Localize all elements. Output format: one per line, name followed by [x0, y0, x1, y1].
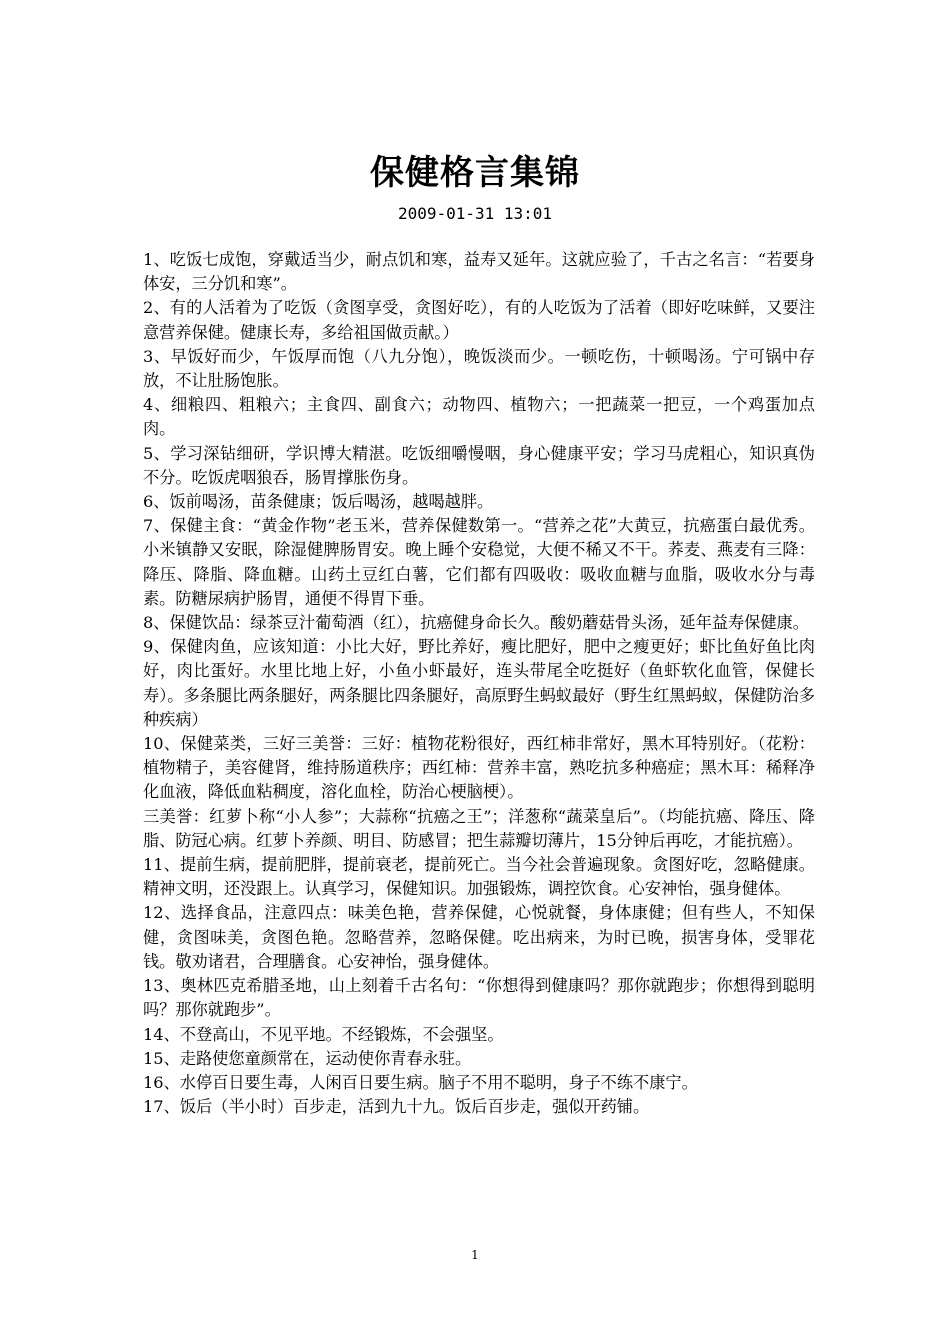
paragraph: 15、走路使您童颜常在，运动使你青春永驻。 — [143, 1048, 472, 1068]
paragraph: 8、保健饮品：绿茶豆汁葡萄酒（红），抗癌健身命长久。酸奶蘑菇骨头汤，延年益寿保健康。 — [143, 613, 809, 633]
paragraph: 7、保健主食：“黄金作物”老玉米，营养保健数第一。“营养之花”大黄豆，抗癌蛋白最优秀。小米镇静又安眠，除湿健脾肠胃安。晚上睡个安稳觉，大便不稀又不干。荞麦、燕麦有三降：降压、降脂、降血糖。山药土豆红白薯，它们都有四吸收：吸收血糖与血脂，吸收水分与毒素。防糖尿病护肠胃，通便不得胃下垂。 — [143, 516, 815, 608]
paragraph: 14、不登高山，不见平地。不经锻炼，不会强坚。 — [143, 1024, 504, 1044]
paragraph: 1、吃饭七成饱，穿戴适当少，耐点饥和寒，益寿又延年。这就应验了，千古之名言：“若要身体安，三分饥和寒”。 — [143, 250, 815, 294]
paragraph: 4、细粮四、粗粮六；主食四、副食六；动物四、植物六；一把蔬菜一把豆，一个鸡蛋加点肉。 — [143, 395, 815, 439]
paragraph: 13、奥林匹克希腊圣地，山上刻着千古名句：“你想得到健康吗？那你就跑步；你想得到聪明吗？那你就跑步”。 — [143, 976, 815, 1020]
paragraph: 2、有的人活着为了吃饭（贪图享受，贪图好吃），有的人吃饭为了活着（即好吃味鲜，又要注意营养保健。健康长寿，多给祖国做贡献。） — [143, 298, 815, 342]
paragraph: 10、保健菜类，三好三美誉：三好：植物花粉很好，西红柿非常好，黑木耳特别好。（花粉：植物精子，美容健肾，维持肠道秩序；西红柿：营养丰富，熟吃抗多种癌症；黑木耳：稀释净化血液，降低血粘稠度，溶化血栓，防治心梗脑梗）。 — [143, 734, 815, 802]
page-number: 1 — [471, 1248, 479, 1262]
paragraph: 16、水停百日要生毒，人闲百日要生病。脑子不用不聪明，身子不练不康宁。 — [143, 1072, 698, 1092]
paragraph: 5、学习深钻细研，学识博大精湛。吃饭细嚼慢咽，身心健康平安；学习马虎粗心，知识真伪不分。吃饭虎咽狼吞，肠胃撑胀伤身。 — [143, 443, 815, 487]
paragraph: 3、早饭好而少，午饭厚而饱（八九分饱），晚饭淡而少。一顿吃伤，十顿喝汤。宁可锅中存放，不让肚肠饱胀。 — [143, 346, 815, 391]
document-date: 2009-01-31 13:01 — [397, 204, 553, 223]
paragraph: 11、提前生病，提前肥胖，提前衰老，提前死亡。当今社会普遍现象。贪图好吃，忽略健康。精神文明，还没跟上。认真学习，保健知识。加强锻炼，调控饮食。心安神怡，强身健体。 — [143, 855, 815, 899]
paragraph: 17、饭后（半小时）百步走，活到九十九。饭后百步走，强似开药铺。 — [143, 1097, 650, 1117]
paragraph: 9、保健肉鱼，应该知道：小比大好，野比养好，瘦比肥好，肥中之瘦更好；虾比鱼好鱼比肉好，肉比蛋好。水里比地上好，小鱼小虾最好，连头带尾全吃挺好（鱼虾软化血管，保健长寿）。多条腿比两条腿好，两条腿比四条腿好，高原野生蚂蚁最好（野生红黑蚂蚁，保健防治多种疾病） — [143, 637, 815, 729]
paragraph: 三美誉：红萝卜称“小人参”；大蒜称“抗癌之王”；洋葱称“蔬菜皇后”。（均能抗癌、降压、降脂、防冠心病。红萝卜养颜、明目、防感冒；把生蒜瓣切薄片，15分钟后再吃，才能抗癌）。 — [143, 806, 815, 850]
paragraph: 12、选择食品，注意四点：味美色艳，营养保健，心悦就餐，身体康健；但有些人，不知保健，贪图味美，贪图色艳。忽略营养，忽略保健。吃出病来，为时已晚，损害身体，受罪花钱。敬劝诸君，合理膳食。心安神怡，强身健体。 — [143, 903, 815, 971]
document-title: 保健格言集锦 — [370, 153, 580, 193]
paragraph: 6、饭前喝汤，苗条健康；饭后喝汤，越喝越胖。 — [143, 492, 494, 512]
document-body — [143, 248, 815, 1119]
